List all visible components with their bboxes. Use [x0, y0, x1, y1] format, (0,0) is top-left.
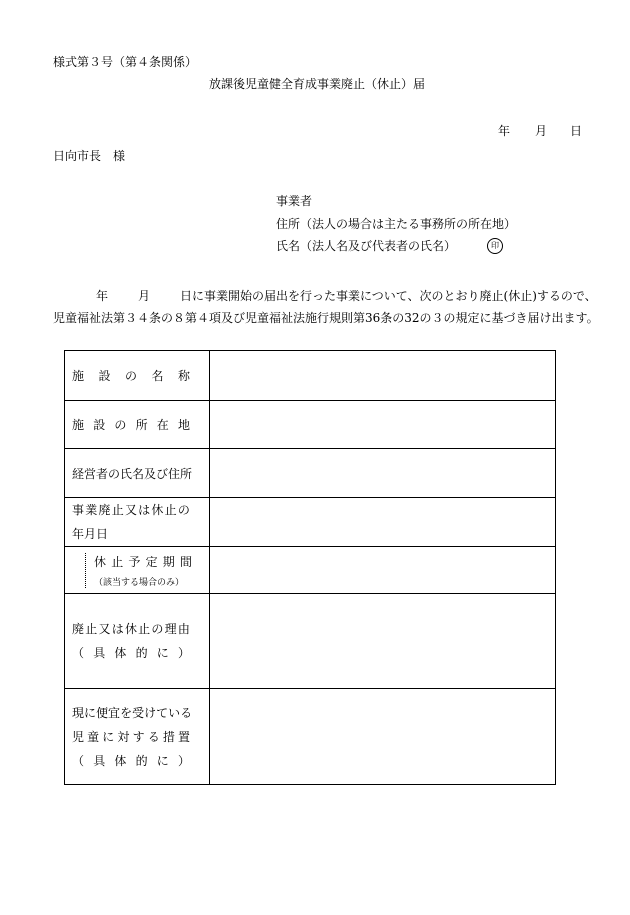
label-char: 在 — [156, 418, 169, 432]
label-char: 施 — [72, 369, 85, 383]
label-char: い — [168, 705, 181, 720]
label-char: 的 — [135, 753, 148, 768]
table-row — [65, 594, 556, 689]
label-char: に — [156, 646, 169, 660]
label-char: 対 — [117, 729, 130, 744]
label-char: 現 — [72, 705, 85, 720]
label-char: 又 — [124, 503, 137, 517]
date-day-label: 日 — [570, 124, 583, 138]
label-char: 便 — [96, 705, 109, 720]
body-text-line1 — [96, 290, 597, 302]
label-char: 設 — [98, 369, 111, 383]
table-row — [65, 689, 556, 785]
form-number: 様式第３号（第４条関係） — [53, 55, 198, 69]
label-char: 定 — [145, 554, 158, 569]
label-char: ） — [177, 646, 190, 660]
label-char: 童 — [87, 729, 100, 744]
label-char: 的 — [135, 646, 148, 660]
label-char: す — [132, 729, 145, 744]
label-char: 間 — [179, 554, 192, 569]
label-char: 又 — [98, 622, 111, 636]
label-char: 止 — [164, 503, 177, 517]
closure-date-label: 事 業 廃 止 又 は 休 止 の 年月日 — [65, 498, 210, 547]
manager-info-field[interactable] — [210, 449, 556, 498]
table-row — [65, 449, 556, 498]
table-row — [65, 351, 556, 401]
label-char: け — [144, 705, 157, 720]
operator-label: 事業者 — [276, 194, 313, 208]
label-char: は — [111, 622, 124, 636]
date-year-label: 年 — [498, 124, 511, 138]
table-row — [65, 547, 556, 594]
label-char: る — [180, 705, 193, 720]
addressee: 日向市長 様 — [53, 149, 126, 163]
label-char: 休 — [94, 554, 107, 569]
suspension-period-field[interactable] — [210, 547, 556, 594]
date-month-label: 月 — [535, 124, 548, 138]
measures-field[interactable] — [210, 689, 556, 785]
reason-label — [65, 594, 210, 689]
label-char: 予 — [128, 554, 141, 569]
label-char: 廃 — [72, 622, 85, 636]
label-char: る — [147, 729, 160, 744]
label-char: 期 — [162, 554, 175, 569]
name-label: 氏名（法人名及び代表者の氏名） — [276, 239, 457, 253]
label-char: 宜 — [108, 705, 121, 720]
label-char: 地 — [177, 418, 190, 432]
label-char: 止 — [85, 622, 98, 636]
label-char: の — [177, 503, 190, 517]
label-char: は — [138, 503, 151, 517]
label-char: （ — [72, 753, 85, 768]
manager-info-label: 経営者の氏名及び住所 — [65, 449, 210, 498]
label-char: 所 — [135, 418, 148, 432]
label-char: 児 — [72, 729, 85, 744]
label-char: 止 — [138, 622, 151, 636]
label-char: 止 — [111, 554, 124, 569]
label-char: 体 — [114, 646, 127, 660]
label-char: 名 — [151, 369, 164, 383]
closure-date-field[interactable] — [210, 498, 556, 547]
label-char: の — [124, 369, 137, 383]
label-char: 具 — [93, 753, 106, 768]
label-char: 業 — [85, 503, 98, 517]
body-year: 年 — [96, 289, 109, 303]
table-row — [65, 401, 556, 449]
label-char: を — [120, 705, 133, 720]
address-label: 住所（法人の場合は主たる事務所の所在地） — [276, 217, 517, 231]
label-char: 措 — [162, 729, 175, 744]
suspension-period-label: 休 止 予 定 期 間 （該当する場合のみ） — [65, 547, 210, 594]
label-char: 体 — [114, 753, 127, 768]
label-char: 置 — [177, 729, 190, 744]
table-row — [65, 498, 556, 547]
facility-name-field[interactable] — [210, 351, 556, 401]
label-char: に — [102, 729, 115, 744]
form-table — [64, 350, 556, 785]
label-char: 止 — [111, 503, 124, 517]
label-char: 休 — [151, 503, 164, 517]
label-char: 理 — [164, 622, 177, 636]
facility-name-label — [65, 351, 210, 401]
label-char: 事 — [72, 503, 85, 517]
body-line1-rest: 日に事業開始の届出を行った事業について、次のとおり廃止(休止)するので、 — [180, 289, 597, 303]
seal-mark: 印 — [487, 238, 503, 254]
label-char: て — [156, 705, 169, 720]
body-month: 月 — [138, 289, 151, 303]
label-char: 由 — [177, 622, 190, 636]
label-char: 具 — [93, 646, 106, 660]
label-char: ） — [177, 753, 190, 768]
label-char: に — [156, 753, 169, 768]
label-char: の — [114, 418, 127, 432]
label-char: （ — [72, 646, 85, 660]
reason-field[interactable] — [210, 594, 556, 689]
form-title: 放課後児童健全育成事業廃止（休止）届 — [209, 77, 426, 91]
label-char: 廃 — [98, 503, 111, 517]
label-char: 受 — [132, 705, 145, 720]
measures-label — [65, 689, 210, 785]
label-char: に — [84, 705, 97, 720]
facility-location-label — [65, 401, 210, 449]
label-char: 称 — [177, 369, 190, 383]
label-char: 施 — [72, 418, 85, 432]
label-char: 休 — [124, 622, 137, 636]
body-text-line2: 児童福祉法第３４条の８第４項及び児童福祉法施行規則第36条の32の３の規定に基づき届け出ます。 — [53, 311, 599, 325]
label-char: 設 — [93, 418, 106, 432]
facility-location-field[interactable] — [210, 401, 556, 449]
label-char: の — [151, 622, 164, 636]
